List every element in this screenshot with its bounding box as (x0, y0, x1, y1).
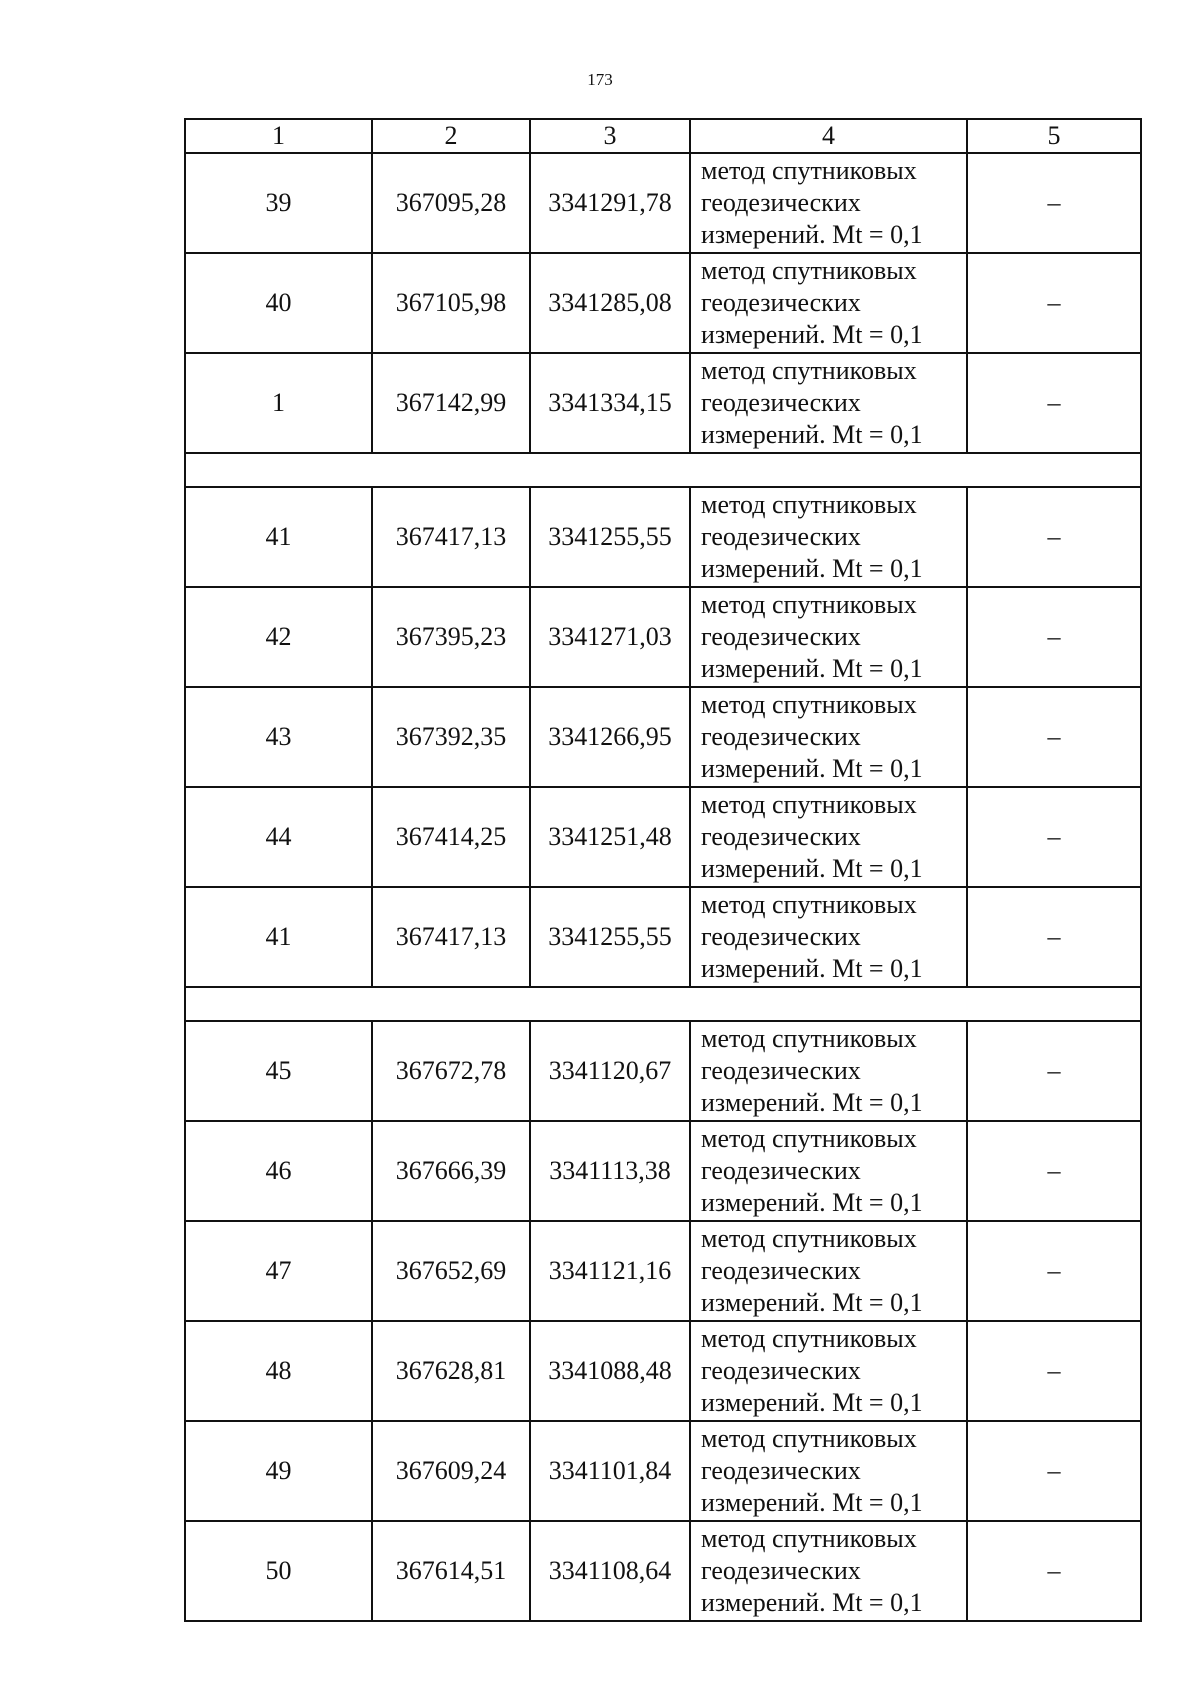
method-line: метод спутниковых (701, 690, 917, 719)
method-line: метод спутниковых (701, 1024, 917, 1053)
table-row (185, 1221, 1141, 1321)
method-line: геодезических (701, 722, 861, 751)
method-line: геодезических (701, 188, 861, 217)
table-row (185, 687, 1141, 787)
coordinate-y: 3341251,48 (530, 787, 690, 887)
description-cell: – (967, 1021, 1141, 1121)
coordinate-x: 367628,81 (372, 1321, 530, 1421)
method-cell (690, 253, 967, 353)
coordinate-y: 3341285,08 (530, 253, 690, 353)
table-row (185, 1521, 1141, 1621)
coordinate-x: 367609,24 (372, 1421, 530, 1521)
method-line: измерений. Mt = 0,1 (701, 954, 923, 983)
point-number: 43 (185, 687, 372, 787)
method-line: метод спутниковых (701, 890, 917, 919)
method-cell (690, 687, 967, 787)
description-cell: – (967, 153, 1141, 253)
method-line: геодезических (701, 1056, 861, 1085)
coordinate-x: 367417,13 (372, 887, 530, 987)
column-header: 2 (372, 119, 530, 153)
page-number: 173 (587, 70, 613, 89)
column-header: 1 (185, 119, 372, 153)
point-number: 1 (185, 353, 372, 453)
coordinate-x: 367395,23 (372, 587, 530, 687)
method-cell (690, 1321, 967, 1421)
coordinate-y: 3341101,84 (530, 1421, 690, 1521)
description-cell: – (967, 1321, 1141, 1421)
method-cell (690, 887, 967, 987)
description-cell: – (967, 253, 1141, 353)
method-line: метод спутниковых (701, 1324, 917, 1353)
description-cell: – (967, 1421, 1141, 1521)
description-cell: – (967, 587, 1141, 687)
point-number: 50 (185, 1521, 372, 1621)
coordinate-y: 3341271,03 (530, 587, 690, 687)
method-line: метод спутниковых (701, 1124, 917, 1153)
coordinate-x: 367392,35 (372, 687, 530, 787)
method-cell (690, 1521, 967, 1621)
method-line: геодезических (701, 1356, 861, 1385)
separator-cell (185, 987, 1141, 1021)
coordinate-y: 3341120,67 (530, 1021, 690, 1121)
coordinate-x: 367652,69 (372, 1221, 530, 1321)
point-number: 48 (185, 1321, 372, 1421)
coordinate-x: 367614,51 (372, 1521, 530, 1621)
coordinate-x: 367414,25 (372, 787, 530, 887)
method-line: геодезических (701, 1256, 861, 1285)
method-line: метод спутниковых (701, 156, 917, 185)
method-cell (690, 1121, 967, 1221)
point-number: 44 (185, 787, 372, 887)
description-cell: – (967, 887, 1141, 987)
method-line: измерений. Mt = 0,1 (701, 1388, 923, 1417)
table-row (185, 887, 1141, 987)
method-line: измерений. Mt = 0,1 (701, 754, 923, 783)
table-row (185, 587, 1141, 687)
coordinate-y: 3341088,48 (530, 1321, 690, 1421)
description-cell: – (967, 787, 1141, 887)
method-cell (690, 1021, 967, 1121)
point-number: 39 (185, 153, 372, 253)
description-cell: – (967, 487, 1141, 587)
description-cell: – (967, 1221, 1141, 1321)
coordinate-y: 3341255,55 (530, 887, 690, 987)
method-cell (690, 1221, 967, 1321)
method-line: измерений. Mt = 0,1 (701, 1188, 923, 1217)
coordinate-x: 367417,13 (372, 487, 530, 587)
description-cell: – (967, 687, 1141, 787)
method-line: геодезических (701, 1156, 861, 1185)
coordinate-y: 3341255,55 (530, 487, 690, 587)
method-cell (690, 153, 967, 253)
point-number: 42 (185, 587, 372, 687)
table-row (185, 787, 1141, 887)
point-number: 40 (185, 253, 372, 353)
point-number: 45 (185, 1021, 372, 1121)
method-line: метод спутниковых (701, 1524, 917, 1553)
coordinate-y: 3341121,16 (530, 1221, 690, 1321)
method-line: метод спутниковых (701, 790, 917, 819)
separator-row (185, 987, 1141, 1021)
method-line: геодезических (701, 922, 861, 951)
coordinate-y: 3341291,78 (530, 153, 690, 253)
method-cell (690, 353, 967, 453)
description-cell: – (967, 1521, 1141, 1621)
method-line: измерений. Mt = 0,1 (701, 654, 923, 683)
method-cell (690, 787, 967, 887)
method-cell (690, 487, 967, 587)
table-row (185, 253, 1141, 353)
coordinate-x: 367095,28 (372, 153, 530, 253)
point-number: 41 (185, 487, 372, 587)
method-line: геодезических (701, 1456, 861, 1485)
method-line: метод спутниковых (701, 256, 917, 285)
separator-cell (185, 453, 1141, 487)
point-number: 47 (185, 1221, 372, 1321)
table-row (185, 487, 1141, 587)
coordinate-x: 367672,78 (372, 1021, 530, 1121)
method-line: метод спутниковых (701, 1224, 917, 1253)
coordinate-y: 3341266,95 (530, 687, 690, 787)
coordinate-y: 3341334,15 (530, 353, 690, 453)
method-line: измерений. Mt = 0,1 (701, 420, 923, 449)
table-row (185, 153, 1141, 253)
column-header: 5 (967, 119, 1141, 153)
method-line: измерений. Mt = 0,1 (701, 1088, 923, 1117)
coordinate-x: 367105,98 (372, 253, 530, 353)
method-line: метод спутниковых (701, 590, 917, 619)
method-cell (690, 587, 967, 687)
description-cell: – (967, 353, 1141, 453)
method-line: метод спутниковых (701, 490, 917, 519)
method-line: геодезических (701, 822, 861, 851)
table-row (185, 1121, 1141, 1221)
point-number: 49 (185, 1421, 372, 1521)
method-line: метод спутниковых (701, 356, 917, 385)
method-line: геодезических (701, 622, 861, 651)
separator-row (185, 453, 1141, 487)
method-line: измерений. Mt = 0,1 (701, 554, 923, 583)
coordinates-table (184, 118, 1142, 1622)
coordinate-x: 367142,99 (372, 353, 530, 453)
column-header: 3 (530, 119, 690, 153)
method-line: измерений. Mt = 0,1 (701, 220, 923, 249)
table-header-row (185, 119, 1141, 153)
table-row (185, 1021, 1141, 1121)
method-line: измерений. Mt = 0,1 (701, 854, 923, 883)
table-row (185, 353, 1141, 453)
table-row (185, 1321, 1141, 1421)
column-header: 4 (690, 119, 967, 153)
method-line: геодезических (701, 388, 861, 417)
coordinate-y: 3341113,38 (530, 1121, 690, 1221)
method-cell (690, 1421, 967, 1521)
description-cell: – (967, 1121, 1141, 1221)
method-line: измерений. Mt = 0,1 (701, 1288, 923, 1317)
method-line: метод спутниковых (701, 1424, 917, 1453)
point-number: 46 (185, 1121, 372, 1221)
method-line: геодезических (701, 288, 861, 317)
method-line: измерений. Mt = 0,1 (701, 1588, 923, 1617)
method-line: геодезических (701, 522, 861, 551)
table-row (185, 1421, 1141, 1521)
coordinate-x: 367666,39 (372, 1121, 530, 1221)
coordinate-y: 3341108,64 (530, 1521, 690, 1621)
method-line: измерений. Mt = 0,1 (701, 1488, 923, 1517)
method-line: геодезических (701, 1556, 861, 1585)
point-number: 41 (185, 887, 372, 987)
method-line: измерений. Mt = 0,1 (701, 320, 923, 349)
